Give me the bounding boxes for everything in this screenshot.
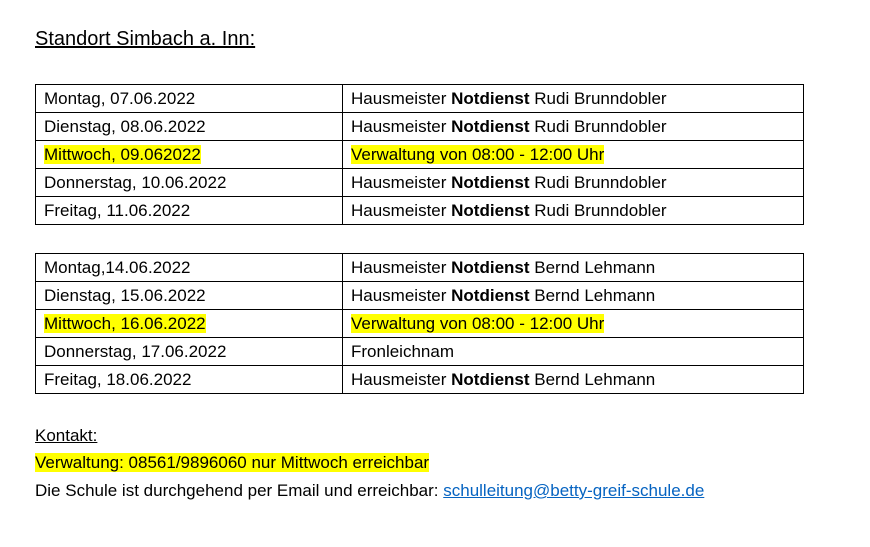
schedule-row xyxy=(36,310,804,338)
schedule-row xyxy=(36,254,804,282)
duty-emphasis: Notdienst xyxy=(451,88,530,108)
schedule-row xyxy=(36,366,804,394)
duty-prefix: Verwaltung von 08:00 - 12:00 Uhr xyxy=(351,313,605,333)
schedule-row xyxy=(36,169,804,197)
schedule-table-week-2 xyxy=(35,253,804,394)
duty-cell xyxy=(343,282,804,310)
duty-emphasis: Notdienst xyxy=(451,285,530,305)
duty-emphasis: Notdienst xyxy=(451,172,530,192)
schedule-row xyxy=(36,141,804,169)
duty-cell xyxy=(343,141,804,169)
duty-person: Bernd Lehmann xyxy=(529,369,656,389)
email-link[interactable]: schulleitung@betty-greif-schule.de xyxy=(443,481,705,500)
duty-person: Bernd Lehmann xyxy=(529,285,656,305)
duty-emphasis: Notdienst xyxy=(451,116,530,136)
date-text: Dienstag, 08.06.2022 xyxy=(44,116,206,136)
contact-phone-line xyxy=(35,453,429,473)
date-cell xyxy=(36,85,343,113)
date-cell xyxy=(36,141,343,169)
duty-prefix: Hausmeister xyxy=(351,88,452,108)
duty-emphasis: Notdienst xyxy=(451,257,530,277)
duty-prefix: Hausmeister xyxy=(351,369,452,389)
duty-person: Rudi Brunndobler xyxy=(529,88,667,108)
duty-prefix: Hausmeister xyxy=(351,285,452,305)
date-text: Donnerstag, 10.06.2022 xyxy=(44,172,227,192)
date-cell xyxy=(36,366,343,394)
duty-text xyxy=(351,89,667,108)
duty-cell xyxy=(343,254,804,282)
duty-text xyxy=(351,201,667,220)
contact-phone-text: Verwaltung: 08561/9896060 nur Mittwoch erreichbar xyxy=(35,453,430,472)
date-text: Donnerstag, 17.06.2022 xyxy=(44,341,227,361)
schedule-row xyxy=(36,282,804,310)
duty-text xyxy=(351,173,667,192)
duty-person: Rudi Brunndobler xyxy=(529,200,667,220)
date-cell xyxy=(36,169,343,197)
schedule-table-week-1 xyxy=(35,84,804,225)
duty-text xyxy=(351,258,655,277)
duty-cell xyxy=(343,113,804,141)
page-title: Standort Simbach a. Inn: xyxy=(35,28,256,50)
date-text: Montag,14.06.2022 xyxy=(44,257,191,277)
date-text: Freitag, 11.06.2022 xyxy=(44,200,191,220)
duty-prefix: Hausmeister xyxy=(351,116,452,136)
duty-cell xyxy=(343,338,804,366)
duty-person: Rudi Brunndobler xyxy=(529,116,667,136)
date-cell xyxy=(36,254,343,282)
contact-heading: Kontakt: xyxy=(35,426,98,445)
date-cell xyxy=(36,113,343,141)
duty-prefix: Verwaltung von 08:00 - 12:00 Uhr xyxy=(351,144,605,164)
duty-text xyxy=(351,145,604,164)
date-cell xyxy=(36,310,343,338)
contact-email-text: Die Schule ist durchgehend per Email und erreichbar: xyxy=(35,481,444,500)
duty-cell xyxy=(343,197,804,225)
date-cell xyxy=(36,282,343,310)
duty-cell xyxy=(343,366,804,394)
schedule-row xyxy=(36,113,804,141)
date-text: Dienstag, 15.06.2022 xyxy=(44,285,206,305)
duty-emphasis: Notdienst xyxy=(451,369,530,389)
duty-cell xyxy=(343,85,804,113)
date-cell xyxy=(36,338,343,366)
duty-text xyxy=(351,314,604,333)
duty-emphasis: Notdienst xyxy=(451,200,530,220)
schedule-row xyxy=(36,338,804,366)
duty-prefix: Hausmeister xyxy=(351,200,452,220)
duty-cell xyxy=(343,169,804,197)
duty-text xyxy=(351,370,655,389)
date-text: Mittwoch, 09.062022 xyxy=(44,144,201,164)
duty-text xyxy=(351,117,667,136)
date-text: Mittwoch, 16.06.2022 xyxy=(44,313,206,333)
date-text: Montag, 07.06.2022 xyxy=(44,88,196,108)
duty-prefix: Hausmeister xyxy=(351,172,452,192)
schedule-row xyxy=(36,197,804,225)
duty-cell xyxy=(343,310,804,338)
duty-person: Rudi Brunndobler xyxy=(529,172,667,192)
schedule-row xyxy=(36,85,804,113)
duty-text xyxy=(351,286,655,305)
duty-text xyxy=(351,342,454,361)
duty-prefix: Fronleichnam xyxy=(351,341,454,361)
date-text: Freitag, 18.06.2022 xyxy=(44,369,192,389)
duty-prefix: Hausmeister xyxy=(351,257,452,277)
duty-person: Bernd Lehmann xyxy=(529,257,656,277)
contact-email-line xyxy=(35,481,704,501)
date-cell xyxy=(36,197,343,225)
